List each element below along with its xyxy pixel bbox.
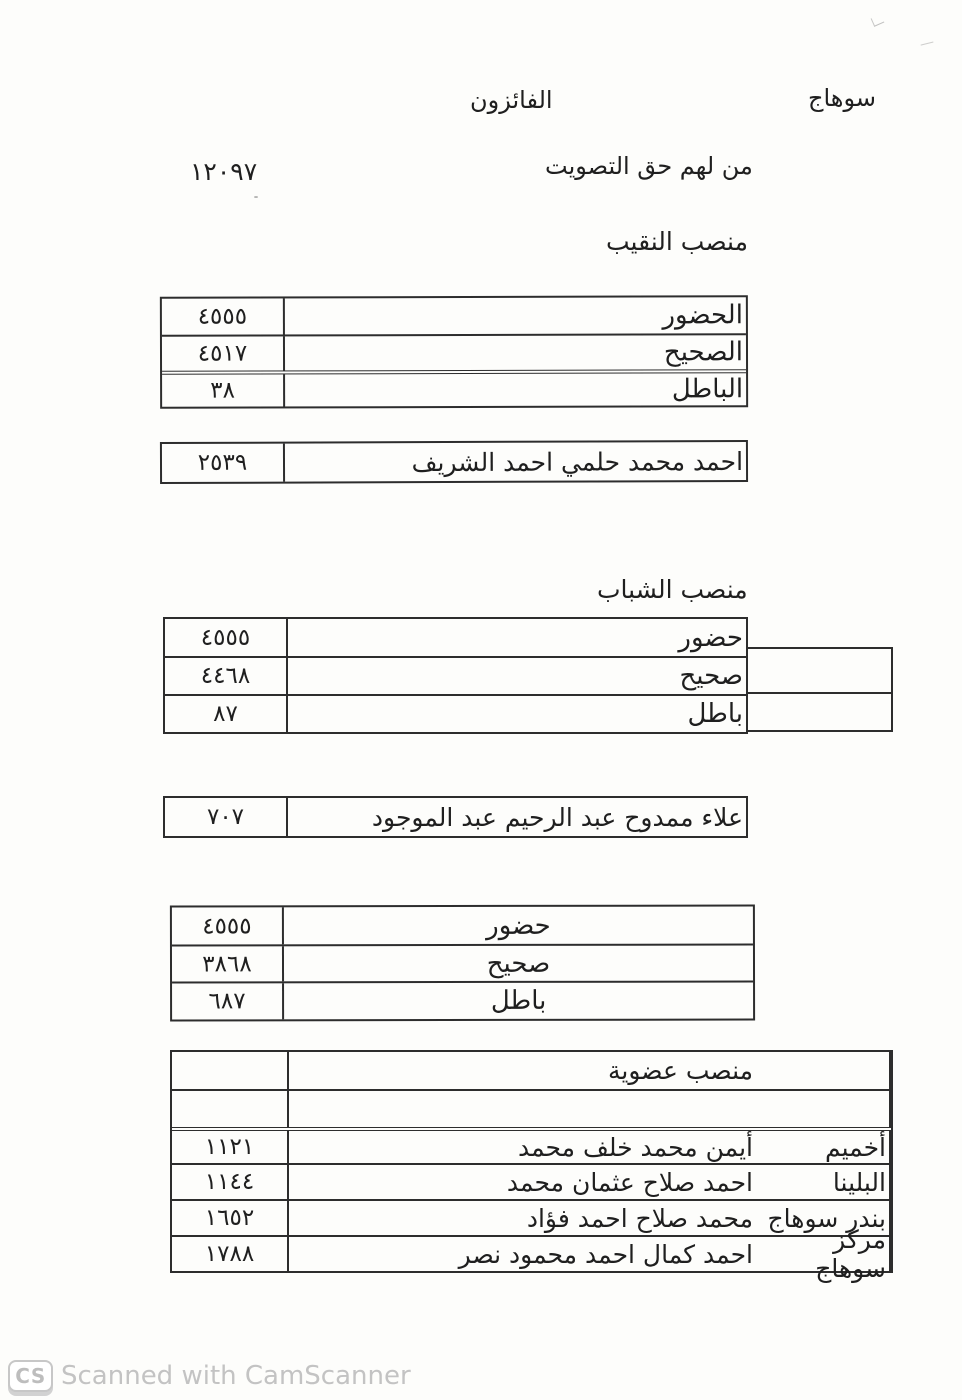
eligible-voters-value: ١٢٠٩٧	[190, 157, 258, 186]
candidate-name: احمد صلاح عثمان محمد	[506, 1167, 753, 1197]
candidate-votes: ١٧٨٨	[172, 1237, 289, 1271]
governorate-label: سوهاج	[808, 84, 876, 112]
youth-winner-table	[163, 796, 748, 838]
district-name: بندر سوهاج	[756, 1201, 891, 1235]
membership-table	[170, 1050, 893, 1283]
table-row	[165, 798, 746, 836]
table-row	[172, 906, 753, 944]
empty-cell	[756, 1091, 891, 1127]
stat-value: ٣٨	[162, 374, 285, 406]
winner-name: احمد محمد حلمي احمد الشريف	[411, 446, 744, 477]
stat-label: الحضور	[662, 300, 743, 331]
winner-votes: ٢٥٣٩	[162, 444, 285, 482]
stat-label: الباطل	[671, 374, 744, 405]
table-row	[162, 442, 746, 482]
stat-label: الصحيح	[663, 337, 744, 368]
page-title: الفائزون	[470, 86, 553, 114]
scan-artifact	[921, 42, 935, 50]
table-row	[172, 943, 753, 981]
stat-label: باطل	[687, 699, 743, 729]
membership-title: منصب عضوية	[608, 1056, 753, 1085]
candidate-name: احمد كمال احمد محمود نصر	[458, 1239, 753, 1269]
table-row	[165, 619, 746, 656]
membership-header-row	[172, 1052, 891, 1089]
youth-table-extension	[746, 647, 893, 732]
camscanner-watermark-text: Scanned with CamScanner	[61, 1361, 411, 1391]
candidate-name: أيمن محمد خلف محمد	[517, 1132, 753, 1162]
scan-artifact	[254, 196, 258, 198]
winner-name: علاء ممدوح عبد الرحيم عبد الموجود	[371, 802, 743, 832]
candidate-votes: ١١٢١	[172, 1131, 289, 1163]
stat-label: صحيح	[679, 661, 743, 691]
empty-cell	[748, 649, 891, 694]
table-row	[162, 333, 746, 371]
table-row	[172, 980, 753, 1019]
stat-value: ٤٥٥٥	[172, 907, 284, 944]
third-stats-table	[170, 904, 755, 1021]
stat-value: ٦٨٧	[172, 983, 284, 1019]
district-name: البلينا	[756, 1165, 891, 1199]
stat-value: ٤٥٥٥	[162, 298, 285, 334]
table-row	[165, 694, 746, 732]
stat-value: ٤٤٦٨	[165, 658, 288, 694]
empty-cell	[172, 1091, 289, 1127]
district-name: مركز سوهاج	[756, 1237, 891, 1271]
candidate-votes: ١١٤٤	[172, 1165, 289, 1199]
table-row	[165, 656, 746, 694]
section-title-nakib: منصب النقيب	[606, 227, 748, 256]
stat-value: ٣٨٦٨	[172, 946, 284, 981]
stat-label: باطل	[490, 985, 547, 1016]
empty-cell	[756, 1052, 891, 1089]
nakib-winner-table	[160, 440, 748, 484]
empty-row	[172, 1089, 891, 1127]
winner-votes: ٧٠٧	[165, 798, 288, 836]
scan-artifact	[871, 14, 885, 27]
section-title-youth: منصب الشباب	[597, 575, 748, 604]
stat-label: حضور	[486, 910, 551, 941]
eligible-voters-label: من لهم حق التصويت	[545, 152, 753, 180]
table-row	[162, 297, 746, 335]
table-row	[172, 1225, 891, 1283]
empty-cell	[289, 1091, 756, 1127]
stat-label: صحيح	[486, 948, 551, 979]
table-row	[172, 1163, 891, 1199]
stat-label: حضور	[678, 622, 743, 653]
candidate-name: محمد صلاح احمد فؤاد	[526, 1203, 753, 1233]
district-name: أخميم	[756, 1131, 891, 1163]
youth-stats-table	[163, 617, 748, 734]
nakib-stats-table	[160, 295, 748, 409]
camscanner-badge-icon: CS	[8, 1360, 53, 1392]
stat-value: ٤٥١٧	[162, 336, 285, 370]
empty-cell	[172, 1052, 289, 1089]
stat-value: ٨٧	[165, 696, 288, 732]
stat-value: ٤٥٥٥	[165, 619, 288, 656]
candidate-votes: ١٦٥٢	[172, 1201, 289, 1235]
table-row	[172, 1127, 891, 1163]
table-row	[162, 369, 746, 407]
